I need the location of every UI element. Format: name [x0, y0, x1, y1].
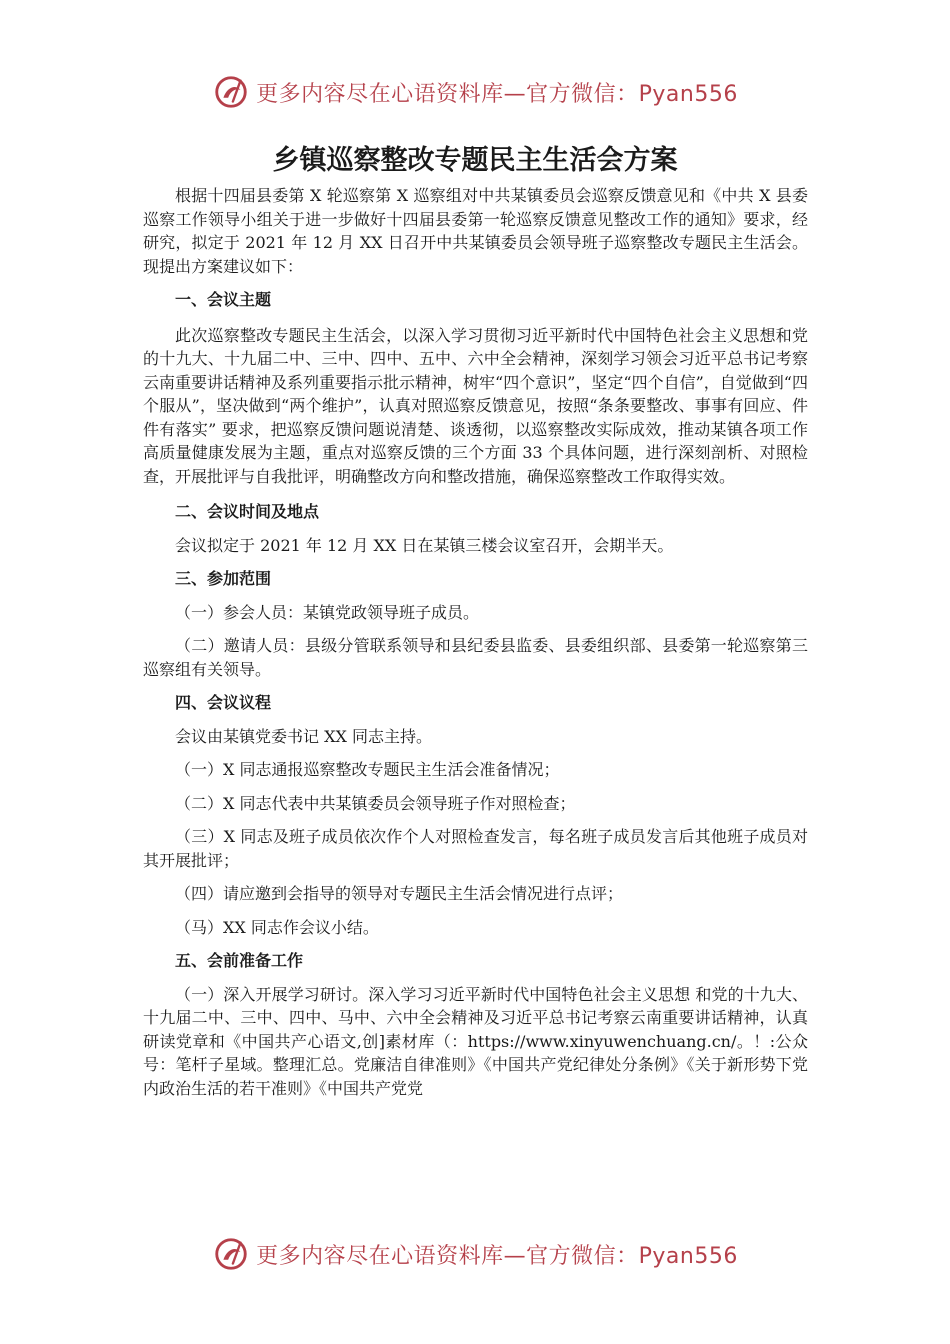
agenda-item-5: （马）XX 同志作会议小结。 — [175, 917, 379, 937]
intro-paragraph: 根据十四届县委第 X 轮巡察第 X 巡察组对中共某镇委员会巡察反馈意见和《中共 X 县委巡察工作领导小组关于进一步做好十四届县委第一轮巡察反馈意见整改工作的通知》要求，经研究，拟定于 2021 年 12 月 XX 日召开中共某镇委员会领导班子巡察整改专题民主生活会。现提出方案建议如下： — [143, 186, 808, 276]
section-heading-3: 三、参加范围 — [175, 569, 272, 588]
section-4-intro: 会议由某镇党委书记 XX 同志主持。 — [175, 726, 432, 746]
footer-banner — [0, 1232, 950, 1276]
agenda-item-2: （二）X 同志代表中共某镇委员会领导班子作对照检查； — [175, 793, 576, 813]
document-title: 乡镇巡察整改专题民主生活会方案 — [272, 145, 678, 176]
swirl-logo-icon — [212, 1235, 250, 1273]
header-banner — [0, 70, 950, 114]
section-3-item-1: （一）参会人员：某镇党政领导班子成员。 — [175, 602, 480, 622]
section-1-paragraph: 此次巡察整改专题民主生活会，以深入学习贯彻习近平新时代中国特色社会主义思想和党的十九大、十九届二中、三中、四中、五中、六中全会精神，深刻学习领会习近平总书记考察云南重要讲话精神及系列重要指示批示精神，树牢“四个意识”，坚定“四个自信”，自觉做到“四个服从”，坚决做到“两个维护”，认真对照巡察反馈意见，按照“条条要整改、事事有回应、件件有落实” 要求，把巡察反馈问题说清楚、谈透彻，以巡察整改实际成效，推动某镇各项工作高质量健康发展为主题，重点对巡察反馈的三个方面 33 个具体问题，进行深刻剖析、对照检查，开展批评与自我批评，明确整改方向和整改措施，确保巡察整改工作取得实效。 — [143, 325, 808, 486]
section-heading-4: 四、会议议程 — [175, 693, 272, 712]
section-3-item-2: （二）邀请人员：县级分管联系领导和县纪委县监委、县委组织部、县委第一轮巡察第三巡察组有关领导。 — [143, 636, 808, 679]
swirl-logo-icon — [212, 73, 250, 111]
agenda-item-3: （三）X 同志及班子成员依次作个人对照检查发言，每名班子成员发言后其他班子成员对其开展批评； — [143, 827, 808, 870]
section-heading-5: 五、会前准备工作 — [175, 951, 304, 970]
banner-text: 更多内容尽在心语资料库—官方微信：Pyan556 — [256, 81, 738, 107]
section-heading-2: 二、会议时间及地点 — [175, 502, 320, 521]
banner-text: 更多内容尽在心语资料库—官方微信：Pyan556 — [256, 1243, 738, 1269]
section-2-paragraph: 会议拟定于 2021 年 12 月 XX 日在某镇三楼会议室召开，会期半天。 — [175, 535, 674, 555]
agenda-item-4: （四）请应邀到会指导的领导对专题民主生活会情况进行点评； — [175, 884, 624, 903]
section-heading-1: 一、会议主题 — [175, 290, 272, 309]
document-body — [143, 184, 808, 1100]
section-5-paragraph: （一）深入开展学习研讨。深入学习习近平新时代中国特色社会主义思想 和党的十九大、十九届二中、三中、四中、马中、六中全会精神及习近平总书记考察云南重要讲话精神，认真研读党章和《中国共产心语文,创]素材库（：https://www.xinyuwenchuang.cn/。！:公众号：笔杆子星域。整理汇总。党廉洁自律准则》《中国共产党纪律处分条例》《关于新形势下党内政治生活的若干准则》《中国共产党党 — [143, 984, 808, 1098]
agenda-item-1: （一）X 同志通报巡察整改专题民主生活会准备情况； — [175, 760, 560, 779]
